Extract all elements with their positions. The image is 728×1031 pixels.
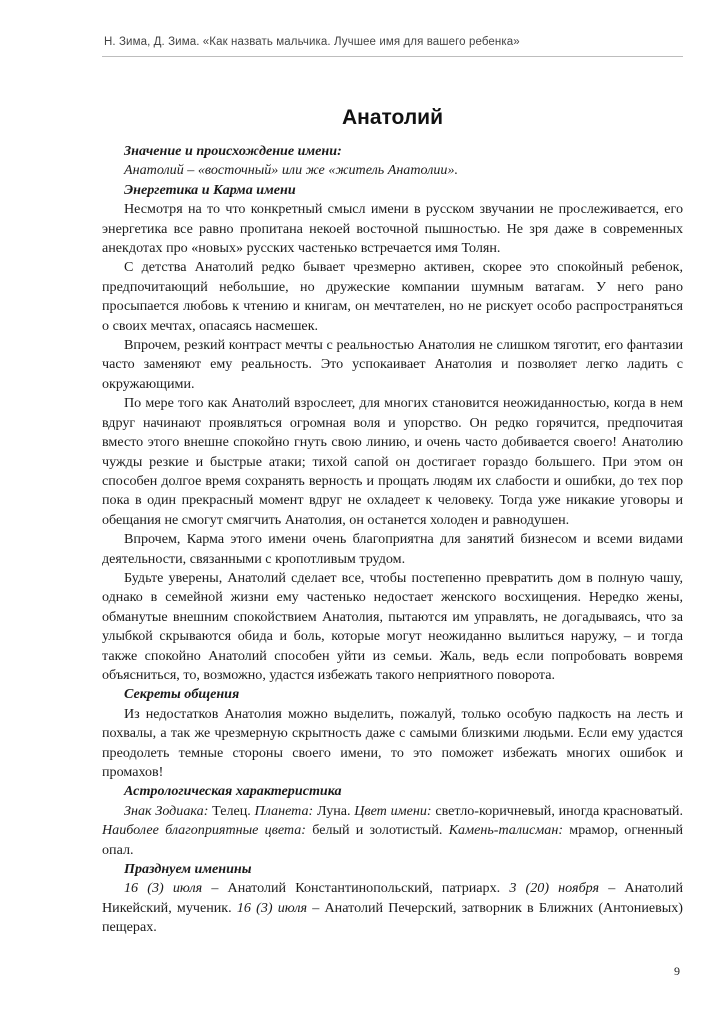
page-number: 9 <box>674 964 680 978</box>
zodiac-label: Знак Зодиака: <box>124 802 209 819</box>
nameday-text: – Анатолий Никейский, мученик. <box>102 880 683 916</box>
zodiac-value: Телец. <box>208 802 255 819</box>
header-divider <box>102 56 683 57</box>
running-header: Н. Зима, Д. Зима. «Как назвать мальчика. Лучшее имя для вашего ребенка» <box>104 36 520 48</box>
paragraph: Несмотря на то что конкретный смысл имени в русском звучании не прослеживается, его энергетика все равно пропитана некоей восточной пышностью. Не зря даже в современных анекдотах про «новых» русских частенько встречается имя Толян. <box>102 201 683 257</box>
article-body <box>102 142 683 938</box>
paragraph: Впрочем, Карма этого имени очень благоприятна для занятий бизнесом и всеми видами деятельности, связанными с кропотливым трудом. <box>102 531 683 567</box>
nameday-heading: Празднуем именины <box>124 861 252 878</box>
planet-value: Луна. <box>313 802 355 819</box>
meaning-heading: Значение и происхождение имени: <box>124 143 342 159</box>
paragraph: Впрочем, резкий контраст мечты с реальностью Анатолия не слишком тяготит, его фантазии часто заменяют ему реальность. Это успокаивает Анатолия и позволяет легко ладить с окружающими. <box>102 337 683 392</box>
planet-label: Планета: <box>254 802 314 819</box>
astrology-paragraph <box>102 802 683 860</box>
meaning-text: Анатолий – «восточный» или же «житель Анатолии». <box>124 162 459 179</box>
nameday-paragraph <box>102 879 683 937</box>
paragraph: По мере того как Анатолий взрослеет, для многих становится неожиданностью, когда в нем вдруг начинают проявляться огромная воля и упорство. Он редко горячится, предпочитая вместо этого внешне спокойно гнуть свою линию, и очень часто добивается своего! Анатолию чужды резкие и быстрые атаки; тихой сапой он достигает гораздо большего. При этом он способен долгое время сохранять верность и прощать людям их слабости и ошибки, до тех пор пока в один прекрасный момент вдруг не охладеет к человеку. Тогда уже никакие уговоры и обещания не смогут смягчить Анатолия, он останется холоден и равнодушен. <box>102 395 683 528</box>
nameday-text: – Анатолий Константинопольский, патриарх. <box>202 880 510 897</box>
talisman-stone-label: Камень-талисман: <box>448 822 564 839</box>
name-color-value: светло-коричневый, иногда красноватый. <box>431 802 683 819</box>
paragraph: Будьте уверены, Анатолий сделает все, чтобы постепенно превратить дом в полную чашу, однако в семейной жизни ему частенько недостает женского восхищения. Нередко жены, обманутые внешним спокойствием Анатолия, пытаются им управлять, не догадываясь, что за улыбкой скрываются обида и боль, которые могут неожиданно вылиться наружу, – и тогда также спокойно Анатолий способен уйти из семьи. Жаль, ведь если попробовать вовремя объясниться, то, возможно, удастся избежать такого неприятного поворота. <box>102 569 683 683</box>
favorable-colors-value: белый и золотистый. <box>306 822 449 839</box>
nameday-date: 3 (20) ноября <box>509 880 600 897</box>
talisman-stone-value: мрамор, огненный опал. <box>102 822 683 858</box>
paragraph: С детства Анатолий редко бывает чрезмерно активен, скорее это спокойный ребенок, предпочитающий небольшие, но дружеские компании шумным ватагам. У него рано просыпается любовь к чтению и книгам, он мечтателен, но не рискует особо распространяться о своих мечтах, опасаясь насмешек. <box>102 259 683 334</box>
energy-heading: Энергетика и Карма имени <box>124 181 296 198</box>
nameday-date: 16 (3) июля <box>124 880 203 897</box>
astrology-heading: Астрологическая характеристика <box>124 783 342 800</box>
nameday-text: – Анатолий Печерский, затворник в Ближних (Антониевых) пещерах. <box>102 899 684 936</box>
name-color-label: Цвет имени: <box>354 802 432 819</box>
favorable-colors-label: Наиболее благоприятные цвета: <box>102 822 306 839</box>
page-title: Анатолий <box>341 106 443 129</box>
secrets-heading: Секреты общения <box>124 686 240 703</box>
nameday-date: 16 (3) июля <box>236 899 308 916</box>
paragraph: Из недостатков Анатолия можно выделить, пожалуй, только особую падкость на лесть и похвалы, а так же чрезмерную скрытность даже с самыми близкими людьми. Если ему удастся преодолеть темные стороны своего имени, то это поможет избежать многих ошибок и промахов! <box>102 705 683 780</box>
